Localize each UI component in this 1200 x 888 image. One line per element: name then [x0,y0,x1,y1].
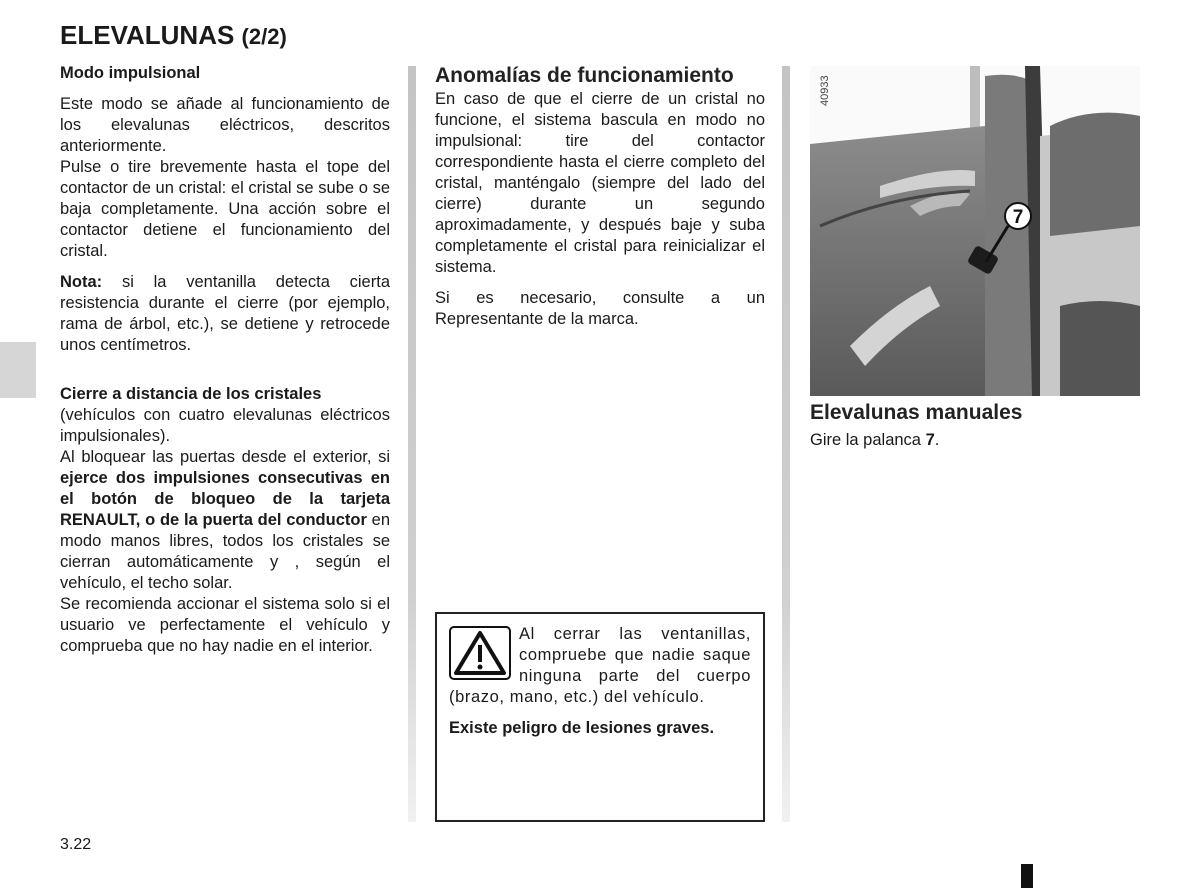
column-divider-left [408,66,416,822]
title-text: ELEVALUNAS [60,20,235,50]
paragraph-impulse-intro: Este modo se añade al funcionamiento de los elevalunas eléctricos, descritos anteriormente. [60,95,390,155]
remote-text-end: en modo manos libres, todos los cristales se cierran automáticamente y , según el vehículo, el techo solar. [60,511,391,592]
heading-impulse-mode: Modo impulsional [60,64,201,82]
heading-malfunctions: Anomalías de funcionamiento [435,64,734,87]
corner-mark [1021,864,1033,888]
warning-emphasis: Existe peligro de lesiones graves. [449,719,715,737]
photo-reference: 40933 [819,75,831,106]
paragraph-recommendation: Se recomienda accionar el sistema solo si el usuario ve perfectamente el vehículo y comprueba que no hay nadie en el interior. [60,595,390,655]
paragraph-note [60,272,390,356]
warning-text: Al cerrar las ventanillas, compruebe que nadie saque ninguna parte del cuerpo (brazo, mano, etc.) del vehículo. [449,625,751,706]
paragraph-impulse-usage: Pulse o tire brevemente hasta el tope del contactor de un cristal: el cristal se sube o se baja completamente. Una acción sobre el contactor detiene el funcionamiento del cristal. [60,158,390,260]
warning-box [435,612,765,822]
column-right [810,400,1140,451]
heading-remote-closing: Cierre a distancia de los cristales [60,385,322,403]
heading-manual-windows: Elevalunas manuales [810,401,1023,424]
callout-number: 7 [1012,207,1024,228]
page-number: 3.22 [60,836,92,853]
door-illustration [810,66,1140,396]
note-label: Nota: [60,273,103,291]
paragraph-dealer: Si es necesario, consulte a un Representante de la marca. [435,289,765,328]
warning-icon [449,626,511,680]
note-text: si la ventanilla detecta cierta resistencia durante el cierre (por ejemplo, rama de árbol, etc.), se detiene y retrocede unos centímetros. [60,273,390,354]
page-title [60,20,287,51]
column-left [60,63,390,657]
remote-text-bold: ejerce dos impulsiones consecutivas en el botón de bloqueo de la tarjeta RENAULT, o de la puerta del conductor [60,469,390,529]
paragraph-manual-windows [810,430,1140,451]
chapter-tab [0,342,36,398]
column-divider-right [782,66,790,822]
manual-text-start: Gire la palanca [810,431,926,449]
remote-text-start: Al bloquear las puertas desde el exterior, si [60,448,390,466]
manual-text-bold: 7 [925,431,935,449]
manual-text-end: . [934,431,940,449]
paragraph-remote-vehicles: (vehículos con cuatro elevalunas eléctricos impulsionales). [60,406,390,445]
title-subtitle: (2/2) [241,24,287,49]
door-photo [810,66,1140,396]
paragraph-malfunction-procedure: En caso de que el cierre de un cristal no funcione, el sistema bascula en modo no impulsional: tire del contactor correspondiente hasta el cierre completo del cristal, manténgalo (siempre del lado del cierre) durante un segundo aproximadamente, y después baje y suba completamente el cristal para reinicializar el sistema. [435,90,765,276]
paragraph-remote-locking [60,447,390,594]
column-middle [435,63,765,330]
